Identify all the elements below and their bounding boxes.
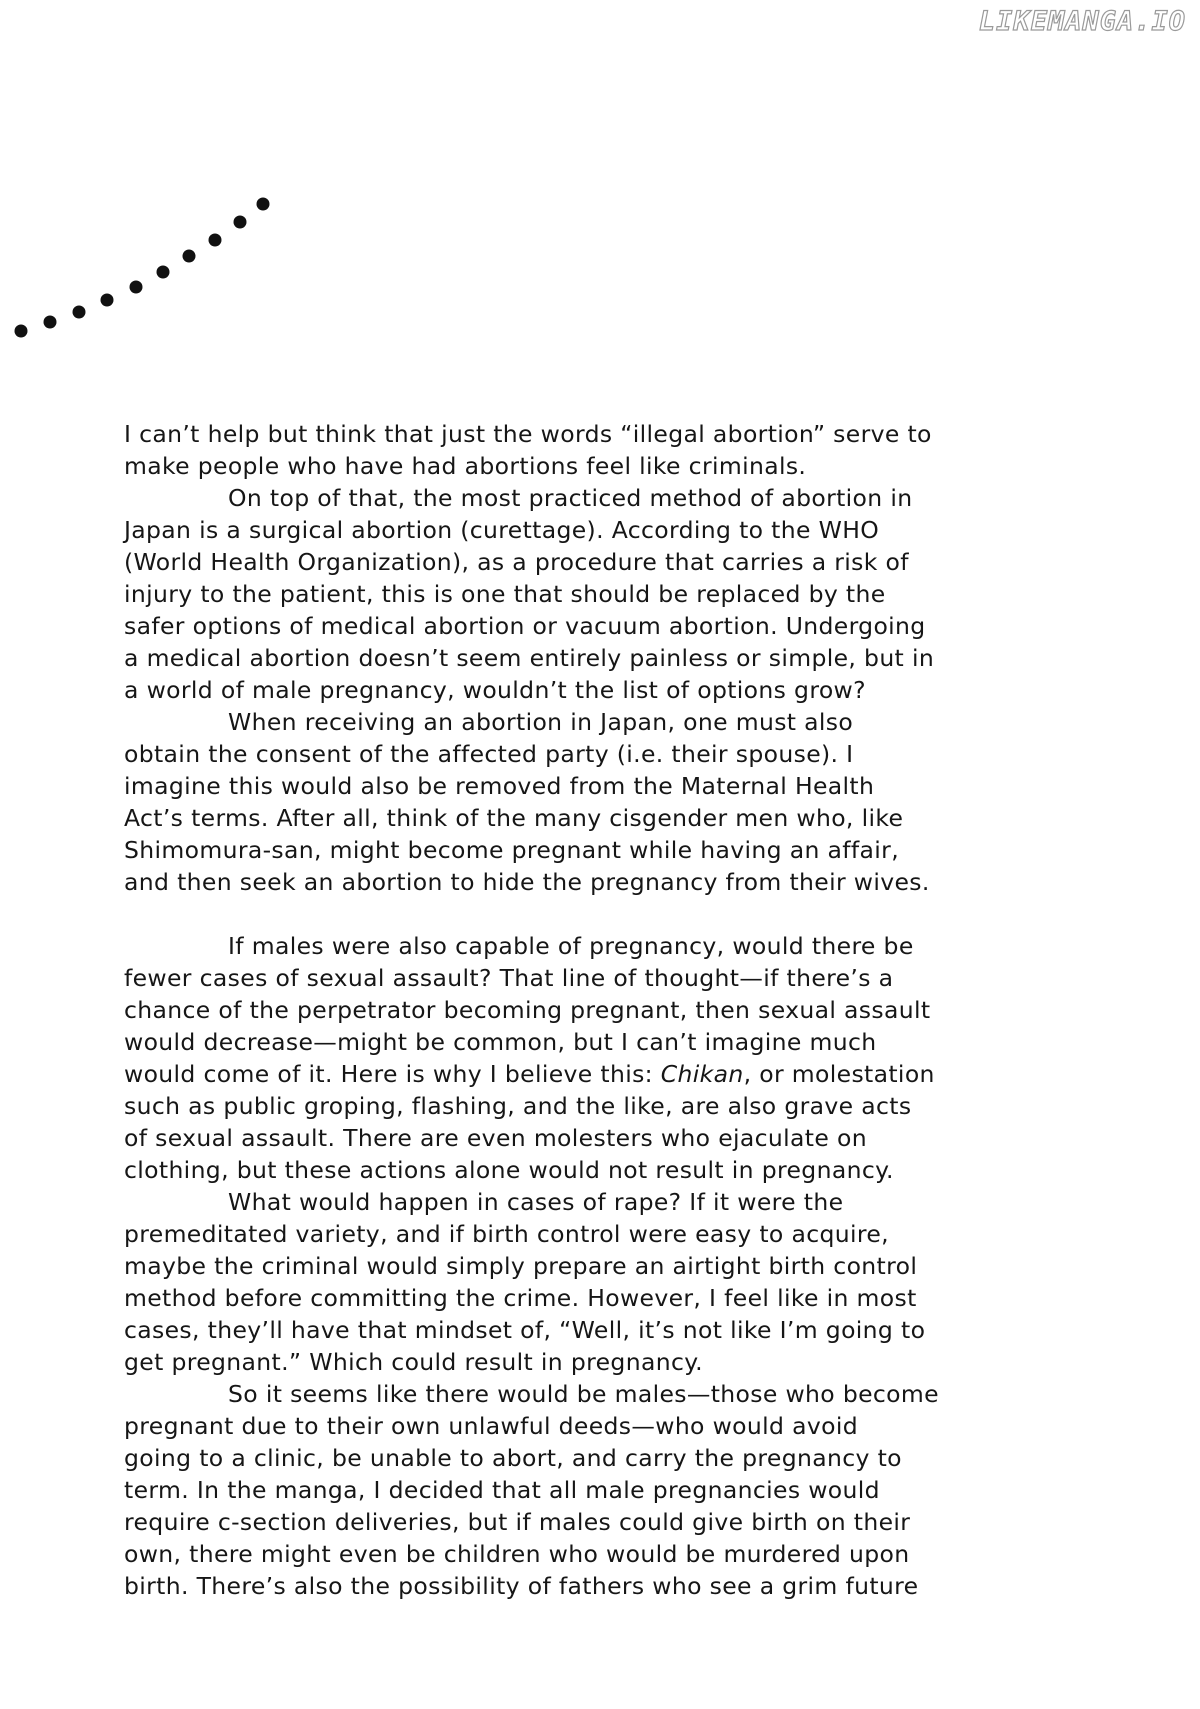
afterword-text [124,418,1004,1602]
text-line: cases, they’ll have that mindset of, “Well, it’s not like I’m going to [124,1316,926,1344]
ellipsis-dot [257,198,270,211]
text-line: injury to the patient, this is one that should be replaced by the [124,580,886,608]
text-line: If males were also capable of pregnancy, would there be [228,932,914,960]
ellipsis-dot [234,216,247,229]
text-line: obtain the consent of the affected party (i.e. their spouse). I [124,740,854,768]
text-line: would decrease—might be common, but I can’t imagine much [124,1028,877,1056]
text-line [124,1058,1004,1090]
text-line: chance of the perpetrator becoming pregnant, then sexual assault [124,996,931,1024]
italic-term-chikan: Chikan [660,1060,744,1088]
text-line: a medical abortion doesn’t seem entirely painless or simple, but in [124,644,935,672]
text-line: clothing, but these actions alone would not result in pregnancy. [124,1156,894,1184]
text-line: Japan is a surgical abortion (curettage). According to the WHO [124,516,880,544]
text-line: of sexual assault. There are even molesters who ejaculate on [124,1124,867,1152]
ellipsis-dot [101,294,114,307]
ellipsis-dot [44,316,57,329]
ellipsis-dot [73,306,86,319]
ellipsis-dot [209,234,222,247]
text-line: (World Health Organization), as a procedure that carries a risk of [124,548,909,576]
text-line: imagine this would also be removed from the Maternal Health [124,772,875,800]
text-line: and then seek an abortion to hide the pregnancy from their wives. [124,868,930,896]
text-line: term. In the manga, I decided that all male pregnancies would [124,1476,880,1504]
text-line: When receiving an abortion in Japan, one must also [228,708,854,736]
ellipsis-dot [183,250,196,263]
text-line: get pregnant.” Which could result in pregnancy. [124,1348,703,1376]
text-line: On top of that, the most practiced method of abortion in [228,484,913,512]
text-segment: would come of it. Here is why I believe this: [124,1060,661,1088]
paragraph-gap [124,898,1004,930]
text-segment: , or molestation [743,1060,935,1088]
text-line: birth. There’s also the possibility of fathers who see a grim future [124,1572,919,1600]
text-line: fewer cases of sexual assault? That line of thought—if there’s a [124,964,894,992]
text-line: going to a clinic, be unable to abort, and carry the pregnancy to [124,1444,902,1472]
text-line: a world of male pregnancy, wouldn’t the list of options grow? [124,676,866,704]
text-line: maybe the criminal would simply prepare an airtight birth control [124,1252,918,1280]
trailing-dots-decoration [0,190,280,350]
text-line: safer options of medical abortion or vacuum abortion. Undergoing [124,612,926,640]
text-line: premeditated variety, and if birth control were easy to acquire, [124,1220,890,1248]
text-line: require c-section deliveries, but if males could give birth on their [124,1508,911,1536]
ellipsis-dot [15,325,28,338]
text-line: Shimomura-san, might become pregnant while having an affair, [124,836,900,864]
site-watermark: LIKEMANGA.IO [978,6,1186,37]
text-line: So it seems like there would be males—those who become [228,1380,939,1408]
text-line: pregnant due to their own unlawful deeds—who would avoid [124,1412,858,1440]
text-line: method before committing the crime. However, I feel like in most [124,1284,917,1312]
text-line: Act’s terms. After all, think of the many cisgender men who, like [124,804,904,832]
text-line: such as public groping, flashing, and the like, are also grave acts [124,1092,912,1120]
text-line: I can’t help but think that just the words “illegal abortion” serve to [124,420,932,448]
text-line: What would happen in cases of rape? If it were the [228,1188,844,1216]
text-line: make people who have had abortions feel like criminals. [124,452,807,480]
ellipsis-dot [130,281,143,294]
ellipsis-dot [157,266,170,279]
text-line: own, there might even be children who would be murdered upon [124,1540,910,1568]
